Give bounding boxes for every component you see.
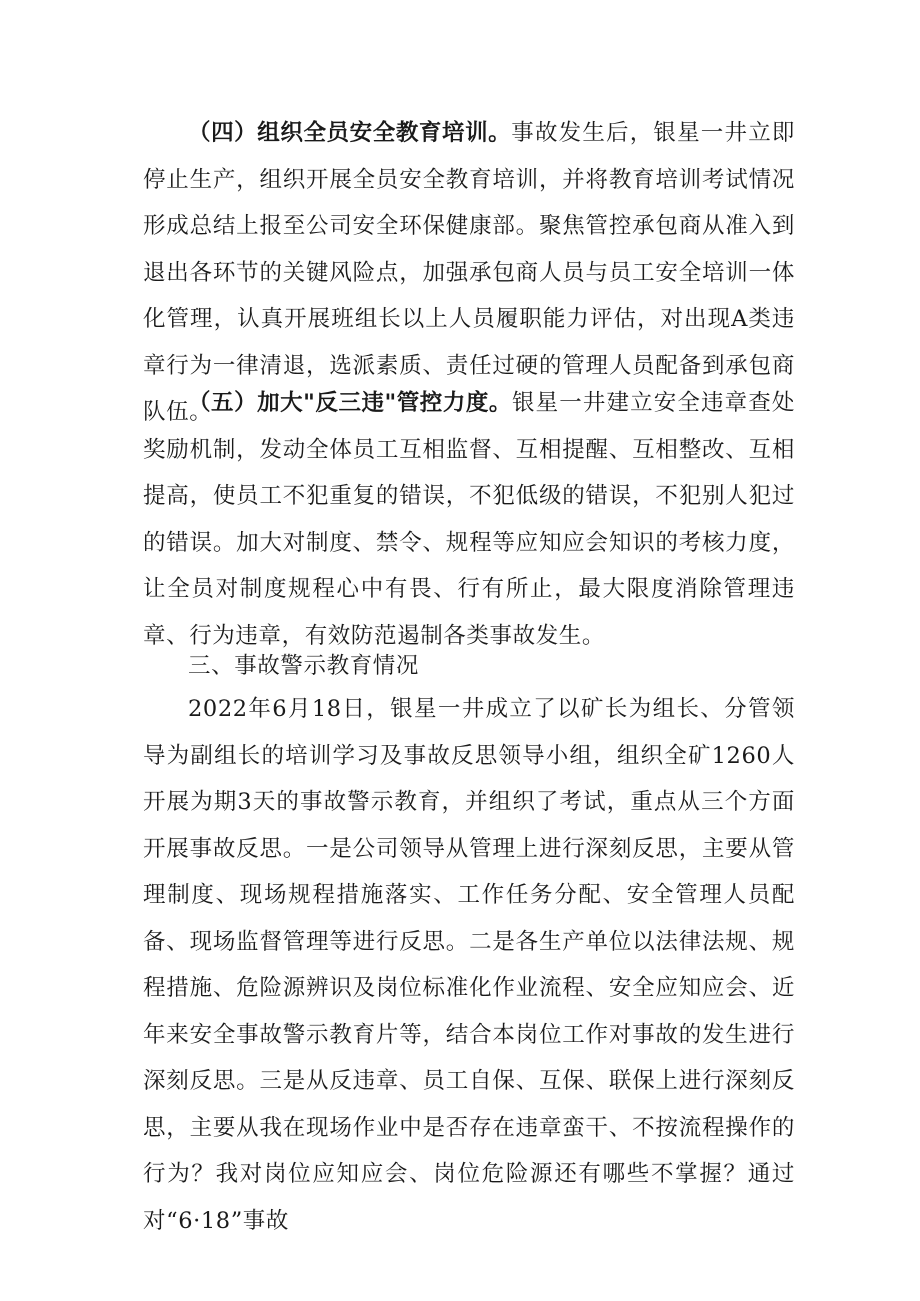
paragraph-training-lead: （四）组织全员安全教育培训。 (188, 120, 512, 146)
paragraph-training-body: 事故发生后，银星一井立即停止生产，组织开展全员安全教育培训，并将教育培训考试情况形成总结上报至公司安全环保健康部。聚焦管控承包商从准入到退出各环节的关键风险点，加强承包商人员与员工安全培训一体化管理，认真开展班组长以上人员履职能力评估，对出现A类违章行为一律清退，选派素质、责任过硬的管理人员配备到承包商队伍。 (143, 120, 795, 425)
paragraph-warning-education-body: 2022年6月18日，银星一井成立了以矿长为组长、分管领导为副组长的培训学习及事故反思领导小组，组织全矿1260人开展为期3天的事故警示教育，并组织了考试，重点从三个方面开展事故反思。一是公司领导从管理上进行深刻反思，主要从管理制度、现场规程措施落实、工作任务分配、安全管理人员配备、现场监督管理等进行反思。二是各生产单位以法律法规、规程措施、危险源辨识及岗位标准化作业流程、安全应知应会、近年来安全事故警示教育片等，结合本岗位工作对事故的发生进行深刻反思。三是从反违章、员工自保、互保、联保上进行深刻反思，主要从我在现场作业中是否存在违章蛮干、不按流程操作的行为？我对岗位应知应会、岗位危险源还有哪些不掌握？通过对“6·18”事故 (143, 696, 795, 1234)
section-heading (143, 643, 795, 690)
paragraph-warning-education (143, 686, 795, 1244)
paragraph-anti-violation-lead: （五）加大"反三违"管控力度。 (188, 390, 512, 416)
paragraph-anti-violation-body: 银星一井建立安全违章查处奖励机制，发动全体员工互相监督、互相提醒、互相整改、互相提高，使员工不犯重复的错误，不犯低级的错误，不犯别人犯过的错误。加大对制度、禁令、规程等应知应会知识的考核力度，让全员对制度规程心中有畏、行有所止，最大限度消除管理违章、行为违章，有效防范遏制各类事故发生。 (143, 390, 795, 649)
section-heading-text: 三、事故警示教育情况 (188, 653, 420, 679)
paragraph-anti-violation (143, 380, 795, 659)
